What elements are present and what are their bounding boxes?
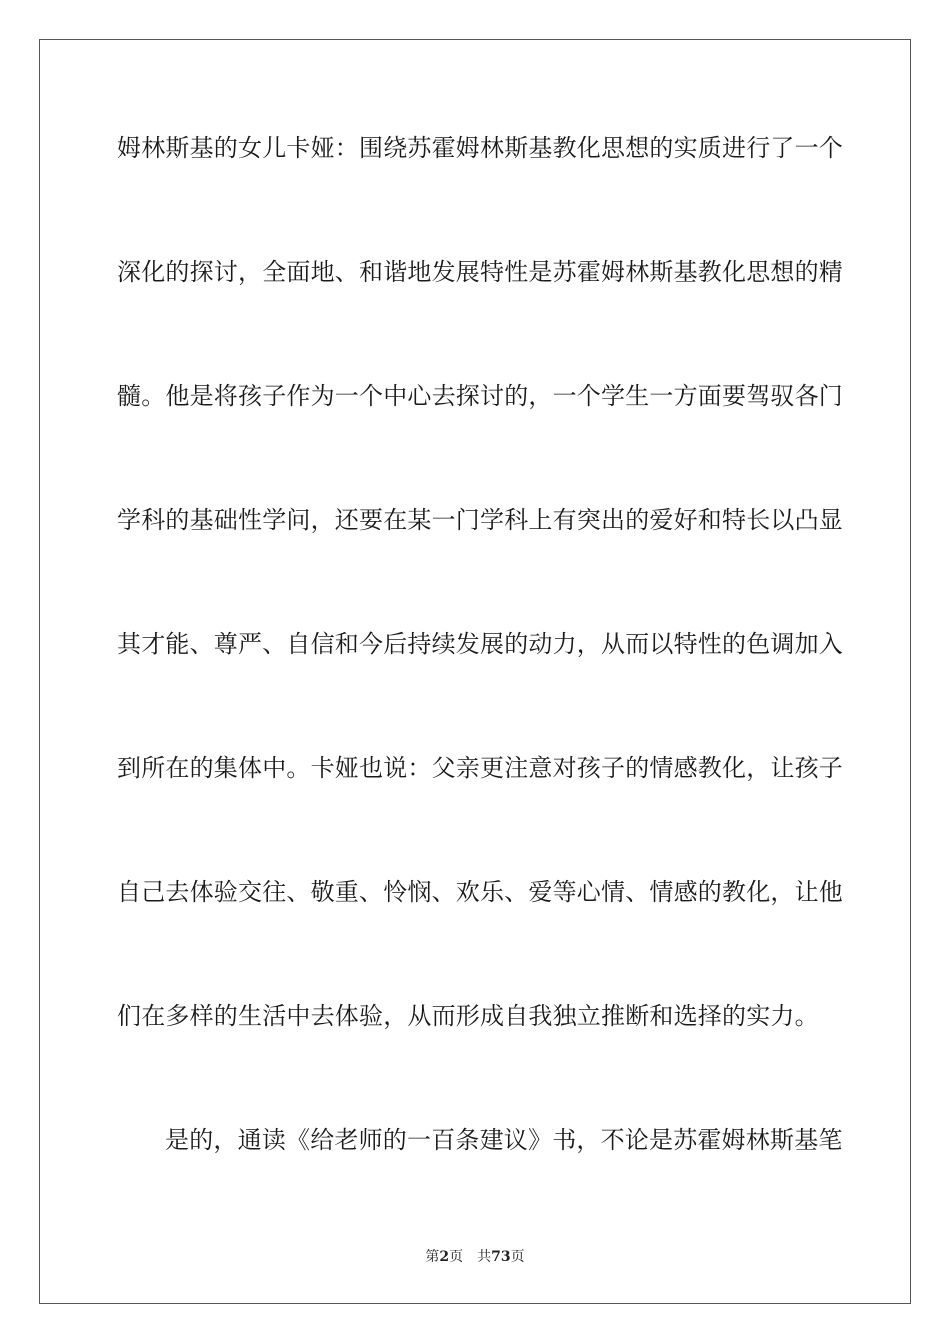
total-prefix: 共 xyxy=(477,1249,492,1265)
body-text-paragraph-start: 是的，通读《给老师的一百条建议》书，不论是苏霍姆林斯基笔 xyxy=(165,1126,843,1154)
body-text-line-6: 到所在的集体中。卡娅也说：父亲更注意对孩子的情感教化，让孩子 xyxy=(117,754,843,782)
body-text-line-8: 们在多样的生活中去体验，从而形成自我独立推断和选择的实力。 xyxy=(117,1002,819,1030)
body-text-line-4: 学科的基础性学问，还要在某一门学科上有突出的爱好和特长以凸显 xyxy=(117,506,843,534)
body-text-line-1: 姆林斯基的女儿卡娅：围绕苏霍姆林斯基教化思想的实质进行了一个 xyxy=(117,134,843,162)
total-page-count: 73 xyxy=(491,1249,511,1265)
body-text-line-3: 髓。他是将孩子作为一个中心去探讨的，一个学生一方面要驾驭各门 xyxy=(117,382,843,410)
total-suffix: 页 xyxy=(510,1249,525,1265)
page-number-footer xyxy=(0,1248,950,1266)
body-text-line-2: 深化的探讨，全面地、和谐地发展特性是苏霍姆林斯基教化思想的精 xyxy=(117,258,843,286)
current-page-number: 2 xyxy=(439,1249,450,1265)
page-border xyxy=(39,39,911,1304)
page-prefix: 第 xyxy=(425,1249,440,1265)
body-text-line-5: 其才能、尊严、自信和今后持续发展的动力，从而以特性的色调加入 xyxy=(117,630,843,658)
body-text-line-7: 自己去体验交往、敬重、怜悯、欢乐、爱等心情、情感的教化，让他 xyxy=(117,878,843,906)
page-suffix: 页 xyxy=(449,1249,464,1265)
